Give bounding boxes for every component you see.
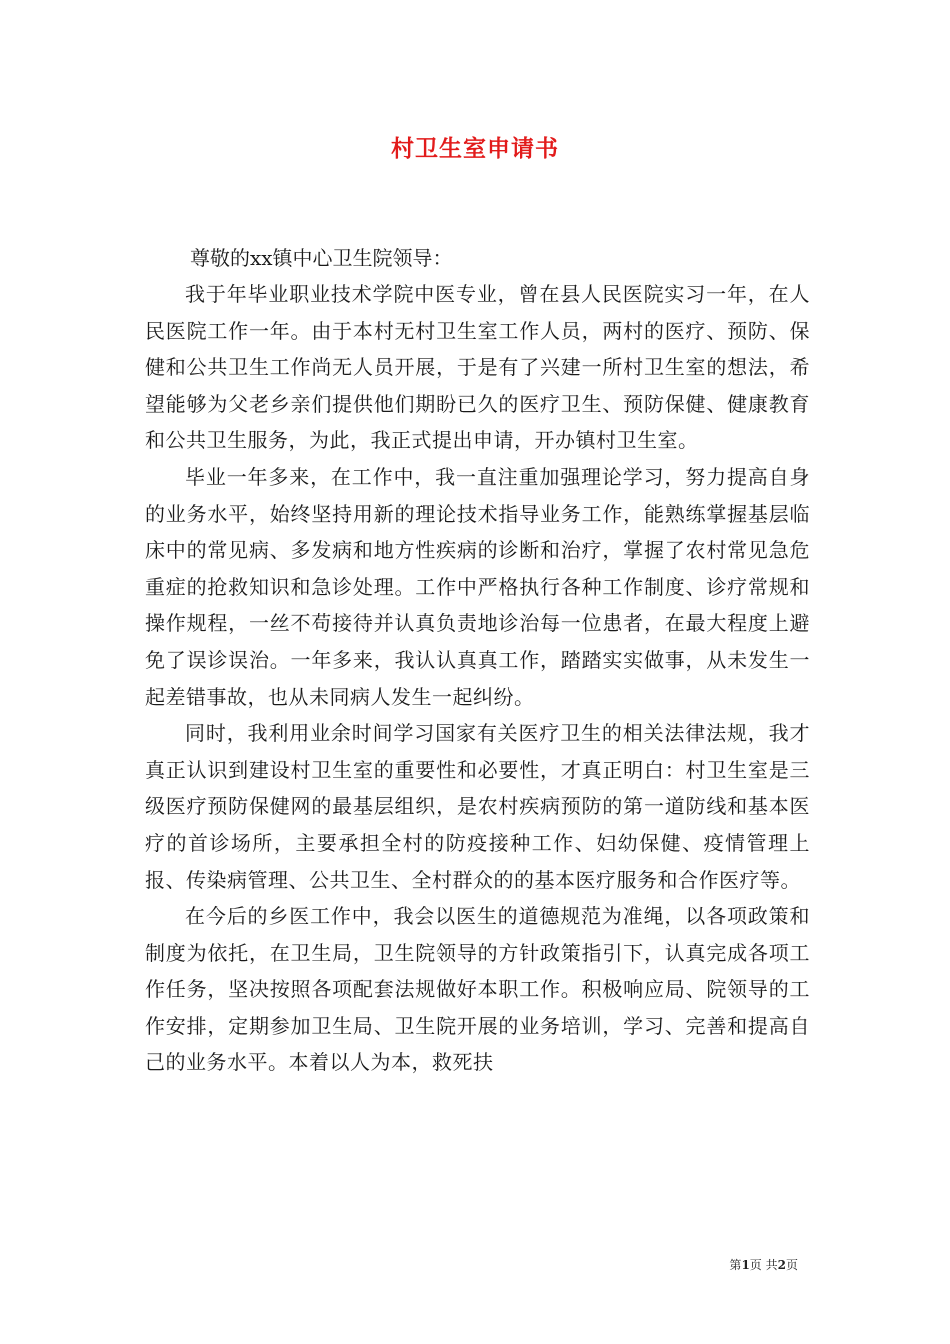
footer-suffix: 页 — [785, 1258, 798, 1272]
paragraph: 我于年毕业职业技术学院中医专业，曾在县人民医院实习一年，在人民医院工作一年。由于本村无村卫生室工作人员，两村的医疗、预防、保健和公共卫生工作尚无人员开展，于是有了兴建一所村卫生室的想法，希望能够为父老乡亲们提供他们期盼已久的医疗卫生、预防保健、健康教育和公共卫生服务，为此，我正式提出申请，开办镇村卫生室。 — [145, 282, 810, 453]
total-pages-number: 2 — [777, 1258, 786, 1272]
page-number-footer — [729, 1256, 798, 1273]
footer-middle: 页 共 — [749, 1258, 778, 1272]
footer-prefix: 第 — [729, 1258, 742, 1272]
salutation: 尊敬的xx镇中心卫生院领导： — [190, 246, 453, 270]
current-page-number: 1 — [741, 1258, 750, 1272]
paragraph: 毕业一年多来，在工作中，我一直注重加强理论学习，努力提高自身的业务水平，始终坚持用新的理论技术指导业务工作，能熟练掌握基层临床中的常见病、多发病和地方性疾病的诊断和治疗，掌握了农村常见急危重症的抢救知识和急诊处理。工作中严格执行各种工作制度、诊疗常规和操作规程，一丝不苟接待并认真负责地诊治每一位患者，在最大程度上避免了误诊误治。一年多来，我认认真真工作，踏踏实实做事，从未发生一起差错事故，也从未同病人发生一起纠纷。 — [145, 464, 810, 709]
document-title: 村卫生室申请书 — [391, 135, 559, 162]
paragraph: 在今后的乡医工作中，我会以医生的道德规范为准绳，以各项政策和制度为依托，在卫生局，卫生院领导的方针政策指引下，认真完成各项工作任务，坚决按照各项配套法规做好本职工作。积极响应局、院领导的工作安排，定期参加卫生局、卫生院开展的业务培训，学习、完善和提高自己的业务水平。本着以人为本，救死扶 — [145, 904, 810, 1075]
document-body — [145, 276, 810, 1081]
paragraph: 同时，我利用业余时间学习国家有关医疗卫生的相关法律法规，我才真正认识到建设村卫生室的重要性和必要性，才真正明白：村卫生室是三级医疗预防保健网的最基层组织，是农村疾病预防的第一道防线和基本医疗的首诊场所，主要承担全村的防疫接种工作、妇幼保健、疫情管理上报、传染病管理、公共卫生、全村群众的的基本医疗服务和合作医疗等。 — [145, 721, 810, 892]
